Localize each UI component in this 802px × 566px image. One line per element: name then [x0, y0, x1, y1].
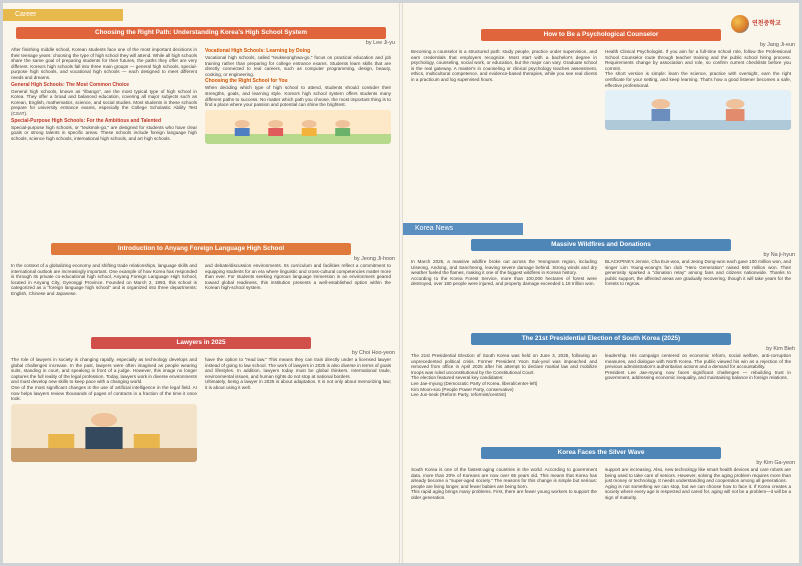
counseling-illustration: [605, 90, 791, 130]
article-column-1: After finishing middle school, Korean students face one of the most important decisions in their teenage years: choosing the type of high school they will attend. While all high schools share the same goal of preparing students for their futures, the paths they offer are very different. Korea's high schools fall into three main groups — general high schools, special-purpose high schools, and vocational high schools — each designed to meet different needs and dreams. General High Schools: The Most Common Choice General high schools, known as "ilbango", are the most typical type of high school in Korea. They offer a broad and balanced education, covering all major subjects such as Korean, English, mathematics, science, and social studies. Most students in these schools prepare for university entrance exams, especially the College Scholastic Ability Test (CSAT). Special-Purpose High Schools: For the Ambitious and Talented Special-purpose high schools, or "teukmok-go," are designed for students who have clear goals or strong talents in specific areas. These schools include foreign language high schools, science high schools, international high schools, and art high schools.: [11, 47, 197, 141]
article-column-2: support are increasing. Also, new technology like smart health devices and care robots are being used to take care of seniors. However, solving the aging problem requires more than just money or technology. It needs understanding and cooperation among all generations. Aging is not something we can stop, but we can choose how to face it. If Korea creates a society where every age is respected and cared for, aging will not be a problem—it will be a sign of maturity.: [605, 467, 791, 500]
students-illustration: [205, 110, 391, 144]
article-title: Introduction to Anyang Foreign Language High School: [51, 243, 351, 255]
article-column-2: BLACKPINK's Jennie, Cha Eun-woo, and Jeong Dong-won each gave 100 million won, and singer Lim Young-woong's fan club "Hero Generation" raised 560 million won. Their generosity sparked a "donation relay" among fans and citizens nationwide. Thanks to public support, the affected areas are gradually recovering, though it will take years for the forests to regrow.: [605, 259, 791, 287]
article-column-2: Health Clinical Psychologist. If you aim for a full-time school role, follow the Professional School Counselor route through teacher training and the public school hiring process. Requirements change by association and role, so confirm current checklists before you commit. The short version is simple: learn the science, practice with oversight, earn the right certificate for your setting, and keep learning. That's how a good listener becomes a safe, effective professional.: [605, 49, 791, 132]
article-column-1: Becoming a counselor is a structured path: study people, practice under supervision, and earn credentials that employers recognize. Most start with a bachelor's degree in psychology, counseling, social work, or education, but the major can vary. Graduate school is the real gateway. A master's in counseling or clinical psychology teaches assessment, ethics, multicultural competence, and evidence-based therapies, while you see real clients in a practicum and log supervised hours.: [411, 49, 597, 82]
article-column-2: leadership. His campaign centered on economic reform, social welfare, anti-corruption measures, and dialogue with North Korea. The public viewed his win as a rejection of the previous administration's authoritarian actions and a demand for accountability. President Lee Jae-myung now faces significant challenges — rebuilding trust in government, addressing economic inequality, and maintaining balance in foreign relations.: [605, 353, 791, 381]
article-title: Choosing the Right Path: Understanding Korea's High School System: [16, 27, 386, 39]
article-title: Massive Wildfires and Donations: [471, 239, 731, 251]
article-byline: by Kim Ga-yeon: [756, 460, 795, 466]
left-page: [3, 3, 399, 563]
article-column-1: South Korea is one of the fastest-aging countries in the world. According to government data, more than 20% of Koreans are now over 65 years old. This means that Korea has already become a "super-aged society." The reasons for this change is simple but serious: people are living longer, and fewer babies are being born. This rapid aging brings many problems. First, there are fewer young workers to support the older generation.: [411, 467, 597, 500]
article-psych-counselor: [403, 29, 799, 223]
article-column-2: have the option to "read law." This means they can train directly under a licensed lawyer instead of going to law school. The work of lawyers in 2025 is also diverse in terms of goals and lifestyles. In addition, lawyers today must be global thinkers. International trade, environmental issues, and human rights do not stop at national borders. Ultimately, being a lawyer in 2025 is about adaptation. It is not only about memorizing law; it is about using it well.: [205, 357, 391, 390]
article-title: The 21st Presidential Election of South Korea (2025): [471, 333, 731, 345]
subheading: General High Schools: The Most Common Choice: [11, 81, 130, 88]
article-lawyers-2025: [3, 337, 399, 563]
article-title: Korea Faces the Silver Wave: [481, 447, 721, 459]
article-column-1: In the context of a globalizing economy and shifting trade relationships, language skills and international outlook are increasingly important. One example of how Korea has responded is through its private co-educational high school, Anyang Foreign Language High School, located in Anyang City, Gyeonggi Province. Founded on March 2, 1993, this school is categorized as a "foreign language high school" and is organized into three departments: English, Chinese and Japanese.: [11, 263, 197, 296]
section-tab-career: Career: [3, 9, 123, 21]
newsletter-spread: [3, 3, 799, 563]
article-byline: by Lee Ji-yu: [365, 40, 395, 46]
article-title: How to Be a Psychological Counselor: [481, 29, 721, 41]
article-presidential-election: [403, 333, 799, 445]
subheading: Choosing the Right School for You: [205, 78, 288, 85]
school-logo: 연천중학교: [731, 13, 789, 35]
article-column-2: and debate/discussion environments. Its curriculum and facilities reflect a commitment to equipping students for an era where linguistic and cross-cultural competencies matter more than ever. For students seeking rigorous language immersion in an environment geared toward global readiness, this institution presents a well-established option within the Korean high-school system.: [205, 263, 391, 291]
subheading: Special-Purpose High Schools: For the Ambitious and Talented: [11, 117, 162, 124]
article-column-1: In March 2025, a massive wildfire broke out across the Yeongnam region, including Uiseong, Andong, and Sancheong, leaving severe damage behind. Strong winds and dry weather fueled the flames, making it one of the biggest wildfires in Korean history. According to the Korea Forest Service, more than 100,000 hectares of forest were destroyed, over 180 people were injured, and property damage exceeded 1.18 trillion won.: [411, 259, 597, 287]
article-anyang-school: [3, 243, 399, 333]
article-byline: by Kim Bieh: [766, 346, 795, 352]
article-title: Lawyers in 2025: [91, 337, 311, 349]
article-silver-wave: [403, 447, 799, 563]
section-tab-korea-news: Korea News: [403, 223, 523, 235]
lawyer-illustration: [11, 404, 197, 462]
article-byline: by Choi Hoo-yeon: [351, 350, 395, 356]
article-column-2: Vocational High Schools: Learning by Doing Vocational high schools, called "teukseonghwa-go," focus on practical education and job training rather than preparing for college entrance exams. Students learn skills that are directly connected to real careers, such as computer programming, design, beauty, cooking, or engineering. Choosing the Right School for You When deciding which type of high school to attend, students should consider their strengths, goals, and learning style. Korea's high school system offers students many different paths to success. No matter which path you choose, the most important thing is to find a place where your passion and potential can shine the brightest.: [205, 47, 391, 146]
article-byline: by Na ji-hyun: [763, 252, 795, 258]
article-wildfires: [403, 239, 799, 331]
article-column-1: The 21st Presidential Election of South Korea was held on June 3, 2025, following an unprecedented political crisis. Former President Yoon Suk-yeol was impeached and removed from office in April 2025 after his attempt to declare martial law and mobilize troops was ruled unconstitutional by the Constitutional Court. The election featured several key candidates: Lee Jae-myung (Democratic Party of Korea, liberal/center-left) Kim Moon-soo (People Power Party, conservative) Lee Jun-seok (Reform Party, reformist/centrist): [411, 353, 597, 398]
subheading: Vocational High Schools: Learning by Doing: [205, 48, 311, 54]
article-high-school-system: [3, 27, 399, 245]
article-byline: by Jang Ji-eun: [759, 42, 795, 48]
article-byline: by Jeong Ji-hoon: [353, 256, 395, 262]
article-column-1: The role of lawyers in society is changing rapidly, especially as technology develops and global challenges increase. In the past, lawyers were often imagined as people wearing suits, standing in court, and speaking in front of a judge. However, this image no longer captures the full reality of the legal profession. Today, lawyers work in diverse environments and must develop new skills to keep pace with a changing world. One of the most significant changes is the use of artificial intelligence in the legal field. AI now helps lawyers review thousands of pages of contracts in a fraction of the time it once took.: [11, 357, 197, 464]
right-page: [403, 3, 799, 563]
